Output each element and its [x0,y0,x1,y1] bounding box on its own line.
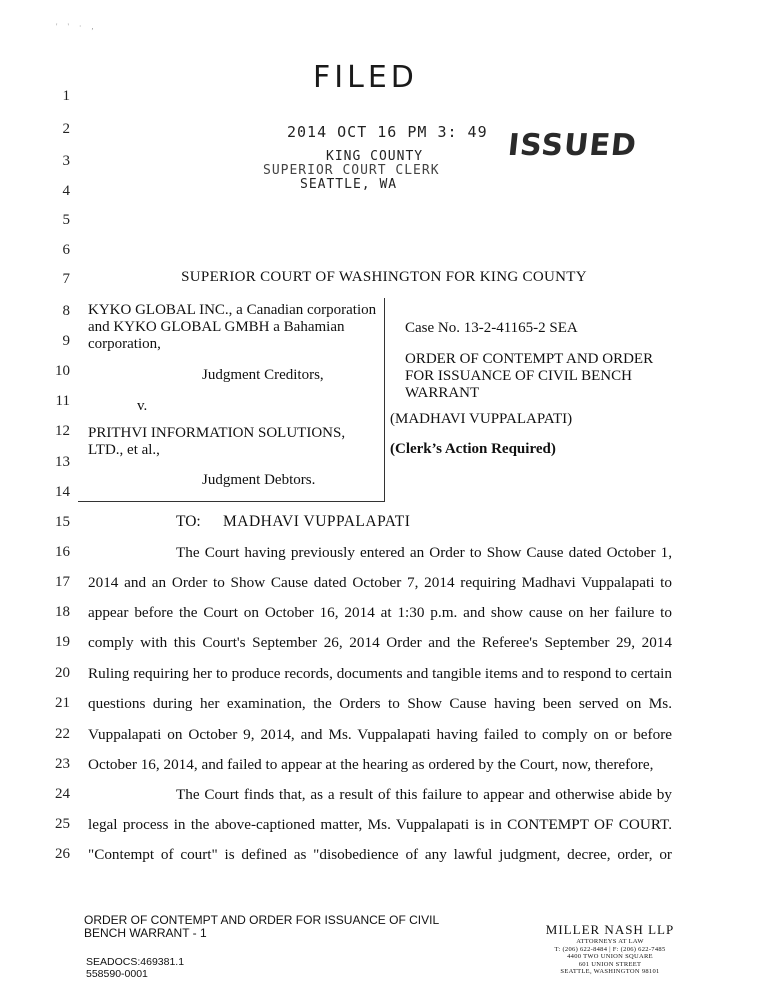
footer-title-line-1: ORDER OF CONTEMPT AND ORDER FOR ISSUANCE OF CIVIL [84,913,440,927]
line-number: 12 [55,423,70,439]
issued-stamp: ISSUED [506,128,639,163]
line-number: 11 [55,393,70,409]
line-number: 26 [55,846,70,862]
footer-docs-line-2: 558590-0001 [86,968,148,980]
court-title: SUPERIOR COURT OF WASHINGTON FOR KING COUNTY [181,269,587,285]
to-name: MADHAVI VUPPALAPATI [223,513,411,530]
order-title-line-1: ORDER OF CONTEMPT AND ORDER [405,351,654,367]
line-number: 23 [55,756,70,772]
debtors-line-1: PRITHVI INFORMATION SOLUTIONS, [88,425,346,441]
body-line: Ruling requiring her to produce records, documents and tangible items and to respond to certain [88,665,672,682]
body-line: legal process in the above-captioned matter, Ms. Vuppalapati is in CONTEMPT OF COURT. [88,816,672,833]
line-number: 21 [55,695,70,711]
line-number: 15 [55,514,70,530]
creditors-role: Judgment Creditors, [202,367,324,383]
line-number: 16 [55,544,70,560]
body-line: The Court finds that, as a result of this failure to appear and otherwise abide by [176,786,672,803]
line-number: 2 [62,121,70,137]
line-number: 13 [55,454,70,470]
caption-divider-horizontal [78,501,384,502]
firm-line: SEATTLE, WASHINGTON 98101 [560,968,660,975]
body-line: questions during her examination, the Orders to Show Cause having been served on Ms. [88,695,672,712]
line-number: 22 [55,726,70,742]
line-number: 3 [62,153,70,169]
filed-stamp: FILED [313,60,418,95]
body-line: appear before the Court on October 16, 2014 at 1:30 p.m. and show cause on her failure to [88,604,672,621]
body-line: The Court having previously entered an Order to Show Cause dated October 1, [176,544,672,561]
footer-docs-line-1: SEADOCS:469381.1 [86,956,185,968]
body-line: October 16, 2014, and failed to appear at the hearing as ordered by the Court, now, therefore, [88,756,654,773]
creditors-line-2: and KYKO GLOBAL GMBH a Bahamian [88,319,345,335]
line-number: 4 [62,183,70,199]
body-line: comply with this Court's September 26, 2014 Order and the Referee's September 29, 2014 [88,634,672,651]
line-number: 20 [55,665,70,681]
line-number: 10 [55,363,70,379]
creditors-line-1: KYKO GLOBAL INC., a Canadian corporation [88,302,377,318]
line-number: 7 [62,271,70,287]
party-name: (MADHAVI VUPPALAPATI) [390,411,573,427]
line-number: 24 [55,786,70,802]
case-number: Case No. 13-2-41165-2 SEA [405,320,578,336]
clerk-action-note: (Clerk’s Action Required) [390,441,556,457]
creditors-line-3: corporation, [88,336,161,352]
body-line: Vuppalapati on October 9, 2014, and Ms. Vuppalapati having failed to comply on or before [88,726,672,743]
city-stamp: SEATTLE, WA [300,177,398,192]
law-firm-block [540,922,680,976]
footer-title-line-2: BENCH WARRANT - 1 [84,926,207,940]
clerk-stamp: SUPERIOR COURT CLERK [263,163,440,178]
firm-line: 4400 TWO UNION SQUARE [567,953,653,960]
line-number: 19 [55,634,70,650]
body-line: 2014 and an Order to Show Cause dated October 7, 2014 requiring Madhavi Vuppalapati to [88,574,672,591]
line-number: 14 [55,484,70,500]
firm-line: T: (206) 622-8484 | F: (206) 622-7485 [554,945,666,953]
order-title-line-3: WARRANT [405,385,480,401]
line-number: 5 [62,212,70,228]
line-number: 8 [62,303,70,319]
to-label: TO: [176,513,201,530]
line-number: 6 [62,242,70,258]
line-number: 17 [55,574,70,590]
order-title-line-2: FOR ISSUANCE OF CIVIL BENCH [405,368,632,384]
footer-doc-ids [86,956,184,980]
filed-date-stamp: 2014 OCT 16 PM 3: 49 [287,123,488,141]
line-number: 25 [55,816,70,832]
corner-marks: ' ' · , [56,22,98,31]
line-number: 9 [62,333,70,349]
footer-document-title [84,914,464,940]
debtors-role: Judgment Debtors. [202,472,316,488]
versus: v. [137,398,148,414]
firm-name: MILLER NASH LLP [545,922,675,937]
firm-line: 601 UNION STREET [578,960,642,968]
firm-line: ATTORNEYS AT LAW [576,938,644,945]
debtors-line-2: LTD., et al., [88,442,160,458]
caption-divider-vertical [384,298,385,502]
line-number: 1 [62,88,70,104]
county-stamp: KING COUNTY [326,149,424,164]
body-line: "Contempt of court" is defined as "disobedience of any lawful judgment, decree, order, or [88,846,672,863]
line-number: 18 [55,604,70,620]
